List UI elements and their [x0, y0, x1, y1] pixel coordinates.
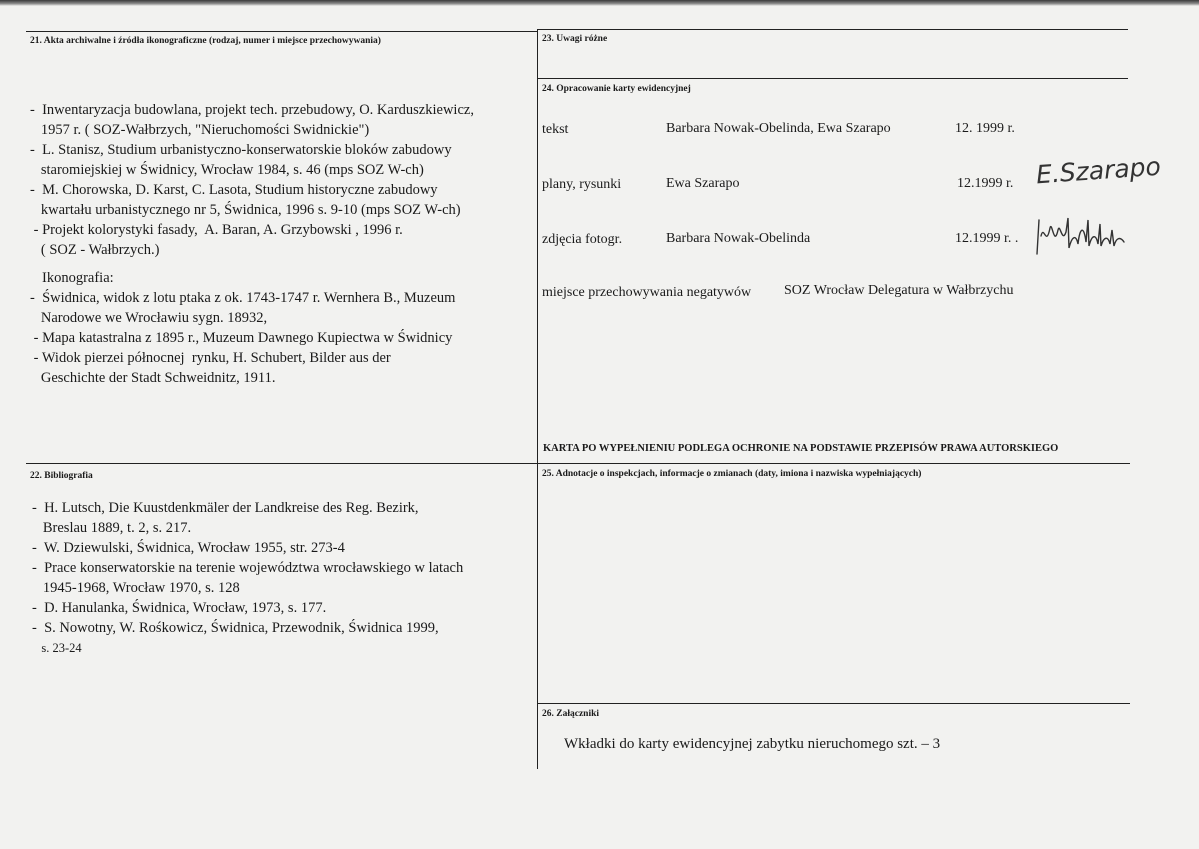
- list-item: - L. Stanisz, Studium urbanistyczno-konserwatorskie bloków zabudowy: [30, 142, 452, 158]
- top-rule-right: [538, 29, 1128, 30]
- rule-above-26: [538, 703, 1130, 704]
- list-item: - Mapa katastralna z 1895 r., Muzeum Dawnego Kupiectwa w Świdnicy: [30, 330, 453, 346]
- list-item: - Świdnica, widok z lotu ptaka z ok. 1743-1747 r. Wernhera B., Muzeum: [30, 290, 456, 306]
- list-item: - Projekt kolorystyki fasady, A. Baran, A. Grzybowski , 1996 r.: [30, 222, 403, 238]
- section-23-header: 23. Uwagi różne: [542, 34, 608, 44]
- list-item: staromiejskiej w Świdnicy, Wrocław 1984, s. 46 (mps SOZ W-ch): [30, 162, 424, 178]
- section-24-header: 24. Opracowanie karty ewidencyjnej: [542, 84, 691, 94]
- center-divider: [537, 29, 538, 769]
- row-plans-label: plany, rysunki: [542, 177, 622, 192]
- list-item: - D. Hanulanka, Świdnica, Wrocław, 1973, s. 177.: [32, 600, 327, 616]
- row-plans-name: Ewa Szarapo: [666, 176, 740, 191]
- section-21-iconography: [30, 268, 455, 388]
- row-photos-date: 12.1999 r. .: [955, 231, 1019, 246]
- scan-top-edge: [0, 0, 1199, 6]
- list-item: - M. Chorowska, D. Karst, C. Lasota, Studium historyczne zabudowy: [30, 182, 438, 198]
- storage-label: miejsce przechowywania negatywów: [542, 285, 752, 300]
- section-22-bibliography: [32, 498, 463, 658]
- row-photos-label: zdjęcia fotogr.: [542, 232, 623, 247]
- row-text-name: Barbara Nowak-Obelinda, Ewa Szarapo: [666, 121, 891, 136]
- list-item: ( SOZ - Wałbrzych.): [30, 242, 160, 258]
- signature-szarapo: E.Szarapo: [1035, 151, 1162, 190]
- list-item: Narodowe we Wrocławiu sygn. 18932,: [30, 310, 268, 326]
- list-item: Breslau 1889, t. 2, s. 217.: [32, 520, 192, 536]
- list-item: Geschichte der Stadt Schweidnitz, 1911.: [30, 370, 276, 386]
- section-21-header: 21. Akta archiwalne i źródła ikonograficzne (rodzaj, numer i miejsce przechowywania): [30, 36, 381, 46]
- list-item: - Prace konserwatorskie na terenie województwa wrocławskiego w latach: [32, 560, 464, 576]
- list-item: - Widok pierzei północnej rynku, H. Schubert, Bilder aus der: [30, 350, 391, 366]
- list-item: s. 23-24: [32, 641, 82, 655]
- storage-value: SOZ Wrocław Delegatura w Wałbrzychu: [784, 283, 1014, 298]
- row-plans-date: 12.1999 r.: [957, 176, 1014, 191]
- list-item: 1945-1968, Wrocław 1970, s. 128: [32, 580, 240, 596]
- list-item: - S. Nowotny, W. Rośkowicz, Świdnica, Przewodnik, Świdnica 1999,: [32, 620, 439, 636]
- section-22-header: 22. Bibliografia: [30, 471, 93, 481]
- section-25-header: 25. Adnotacje o inspekcjach, informacje o zmianach (daty, imiona i nazwiska wypełniających): [542, 469, 922, 479]
- section-21-archive-list: [30, 100, 474, 260]
- rule-below-23: [538, 78, 1128, 79]
- list-item: - H. Lutsch, Die Kuustdenkmäler der Landkreise des Reg. Bezirk,: [32, 500, 419, 516]
- section-26-header: 26. Załączniki: [542, 709, 600, 719]
- top-rule-left: [26, 31, 538, 32]
- list-item: 1957 r. ( SOZ-Wałbrzych, "Nieruchomości Swidnickie"): [30, 122, 370, 138]
- middle-rule: [26, 463, 1130, 464]
- copyright-notice: KARTA PO WYPEŁNIENIU PODLEGA OCHRONIE NA PODSTAWIE PRZEPISÓW PRAWA AUTORSKIEGO: [543, 443, 1059, 454]
- list-item: kwartału urbanistycznego nr 5, Świdnica, 1996 s. 9-10 (mps SOZ W-ch): [30, 202, 461, 218]
- iconography-title: Ikonografia:: [42, 270, 114, 286]
- list-item: - W. Dziewulski, Świdnica, Wrocław 1955, str. 273-4: [32, 540, 345, 556]
- row-text-date: 12. 1999 r.: [955, 121, 1015, 136]
- row-photos-name: Barbara Nowak-Obelinda: [666, 231, 811, 246]
- row-text-label: tekst: [542, 122, 569, 137]
- signature-nowak-obelinda: [1034, 214, 1126, 258]
- list-item: - Inwentaryzacja budowlana, projekt tech. przebudowy, O. Karduszkiewicz,: [30, 102, 474, 118]
- attachments-text: Wkładki do karty ewidencyjnej zabytku nieruchomego szt. – 3: [564, 736, 941, 752]
